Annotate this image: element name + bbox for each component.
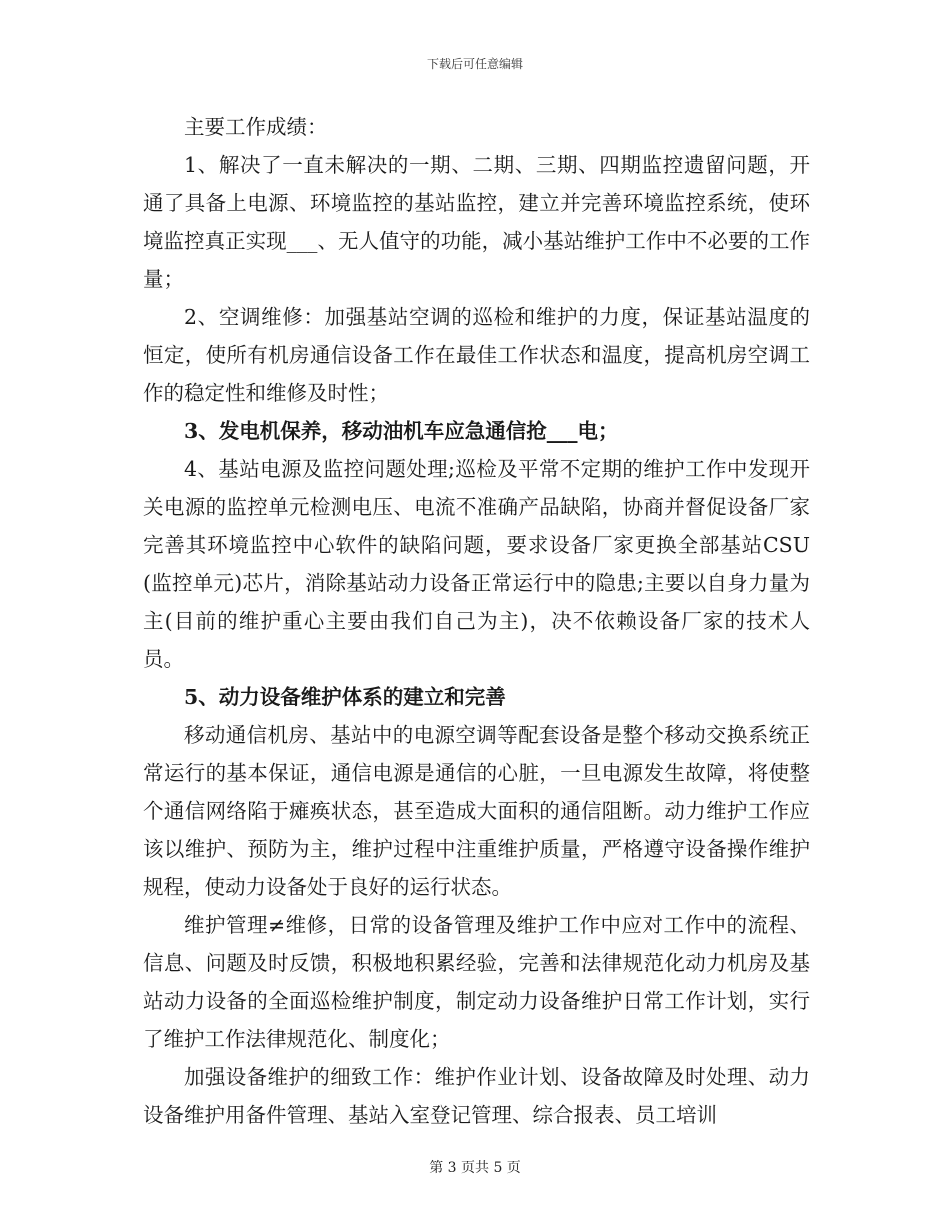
page-header-note: 下载后可任意编辑 xyxy=(426,57,523,71)
page-number: 第 3 页共 5 页 xyxy=(429,1160,521,1176)
paragraph-item-1: 1、解决了一直未解决的一期、二期、三期、四期监控遗留问题，开通了具备上电源、环境监控的基站监控，建立并完善环境监控系统，使环境监控真正实现___、无人值守的功能，减小基站维护工作中不必要的工作量； xyxy=(143,153,810,291)
paragraph-maintenance-management: 维护管理≠维修，日常的设备管理及维护工作中应对工作中的流程、信息、问题及时反馈，积极地积累经验，完善和法律规范化动力机房及基站动力设备的全面巡检维护制度，制定动力设备维护日常工作计划，实行了维护工作法律规范化、制度化； xyxy=(143,913,810,1051)
paragraph-item-3: 3、发电机保养，移动油机车应急通信抢___电； xyxy=(184,419,619,443)
paragraph-power-importance: 移动通信机房、基站中的电源空调等配套设备是整个移动交换系统正常运行的基本保证，通信电源是通信的心脏，一旦电源发生故障，将使整个通信网络陷于瘫痪状态，甚至造成大面积的通信阻断。动力维护工作应该以维护、预防为主，维护过程中注重维护质量，严格遵守设备操作维护规程，使动力设备处于良好的运行状态。 xyxy=(143,723,810,899)
document-body xyxy=(143,108,810,1134)
paragraph-item-4: 4、基站电源及监控问题处理;巡检及平常不定期的维护工作中发现开关电源的监控单元检测电压、电流不准确产品缺陷，协商并督促设备厂家完善其环境监控中心软件的缺陷问题，要求设备厂家更换全部基站CSU(监控单元)芯片，消除基站动力设备正常运行中的隐患;主要以自身力量为主(目前的维护重心主要由我们自己为主)，决不依赖设备厂家的技术人员。 xyxy=(143,457,810,671)
paragraph-intro: 主要工作成绩： xyxy=(184,115,328,139)
paragraph-item-2: 2、空调维修：加强基站空调的巡检和维护的力度，保证基站温度的恒定，使所有机房通信设备工作在最佳工作状态和温度，提高机房空调工作的稳定性和维修及时性； xyxy=(143,305,810,405)
section-heading-5: 5、动力设备维护体系的建立和完善 xyxy=(184,685,506,709)
paragraph-detailed-work: 加强设备维护的细致工作：维护作业计划、设备故障及时处理、动力设备维护用备件管理、基站入室登记管理、综合报表、员工培训 xyxy=(143,1065,810,1127)
